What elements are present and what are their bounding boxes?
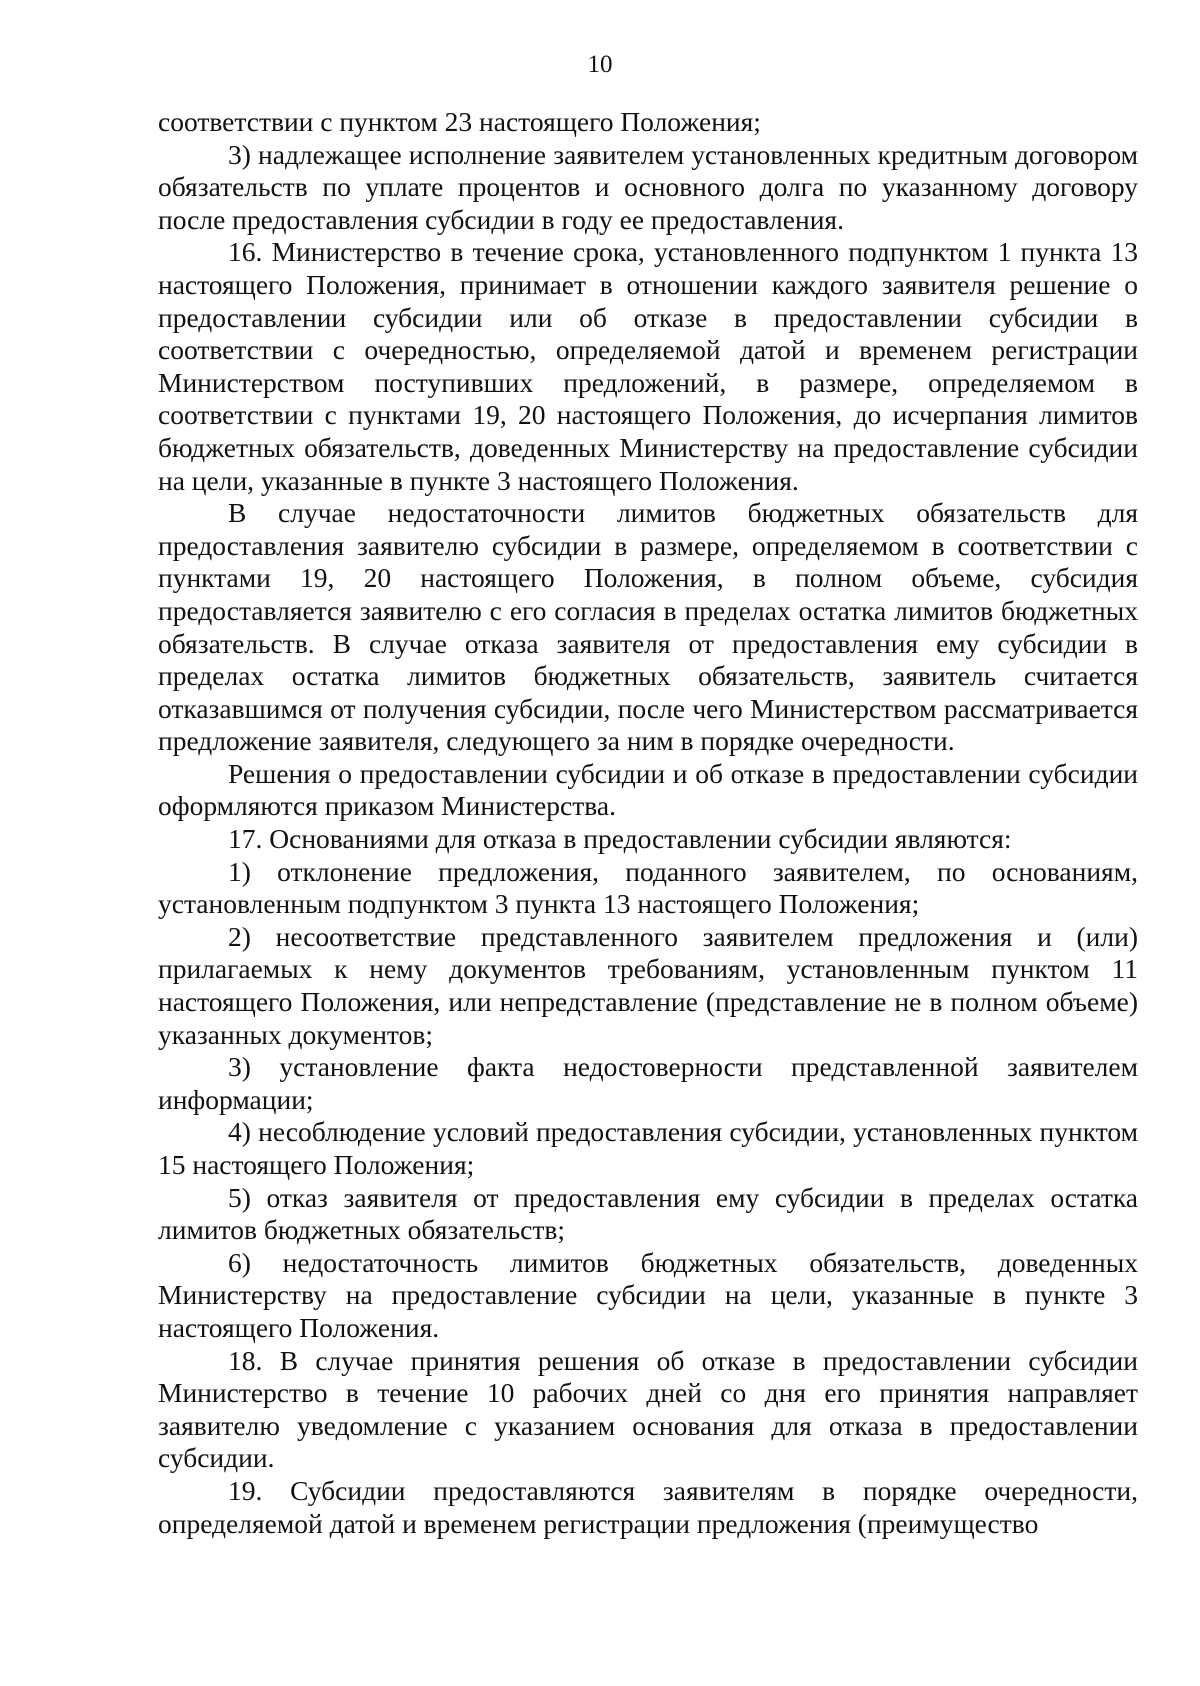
document-body	[158, 106, 1138, 1540]
paragraph-reason-3: 3) установление факта недостоверности представленной заявителем информации;	[158, 1051, 1138, 1115]
paragraph-reason-5: 5) отказ заявителя от предоставления ему субсидии в пределах остатка лимитов бюджетных обязательств;	[158, 1181, 1138, 1246]
paragraph-reason-2: 2) несоответствие представленного заявителем предложения и (или) прилагаемых к нему документов требованиям, установленным пунктом 11 настоящего Положения, или непредставление (представление не в полном объеме) указанных документов;	[158, 920, 1138, 1050]
paragraph-reason-1: 1) отклонение предложения, поданного заявителем, по основаниям, установленным подпунктом 3 пункта 13 настоящего Положения;	[158, 855, 1138, 920]
paragraph-clause-19: 19. Субсидии предоставляются заявителям в порядке очередности, определяемой датой и временем регистрации предложения (преимущество	[158, 1474, 1138, 1539]
page-number: 10	[587, 51, 613, 78]
paragraph-decisions: Решения о предоставлении субсидии и об отказе в предоставлении субсидии оформляются приказом Министерства.	[158, 757, 1138, 822]
paragraph-reason-4: 4) несоблюдение условий предоставления субсидии, установленных пунктом 15 настоящего Положения;	[158, 1116, 1138, 1180]
paragraph-reason-6: 6) недостаточность лимитов бюджетных обязательств, доведенных Министерству на предоставление субсидии на цели, указанные в пункте 3 настоящего Положения.	[158, 1246, 1138, 1343]
paragraph-clause-18: 18. В случае принятия решения об отказе в предоставлении субсидии Министерство в течение 10 рабочих дней со дня его принятия направляет заявителю уведомление с указанием основания для отказа в предоставлении субсидии.	[158, 1344, 1138, 1474]
paragraph-continuation: соответствии с пунктом 23 настоящего Положения;	[158, 106, 761, 137]
paragraph-item-3: 3) надлежащее исполнение заявителем установленных кредитным договором обязательств по уплате процентов и основного долга по указанному договору после предоставления субсидии в году ее предоставления.	[158, 138, 1138, 235]
paragraph-clause-16: 16. Министерство в течение срока, установленного подпунктом 1 пункта 13 настоящего Положения, принимает в отношении каждого заявителя решение о предоставлении субсидии или об отказе в предоставлении субсидии в соответствии с очередностью, определяемой датой и временем регистрации Министерством поступивших предложений, в размере, определяемом в соответствии с пунктами 19, 20 настоящего Положения, до исчерпания лимитов бюджетных обязательств, доведенных Министерству на предоставление субсидии на цели, указанные в пункте 3 настоящего Положения.	[158, 236, 1138, 496]
paragraph-insufficient-limits: В случае недостаточности лимитов бюджетных обязательств для предоставления заявителю субсидии в размере, определяемом в соответствии с пунктами 19, 20 настоящего Положения, в полном объеме, субсидия предоставляется заявителю с его согласия в пределах остатка лимитов бюджетных обязательств. В случае отказа заявителя от предоставления ему субсидии в пределах остатка лимитов бюджетных обязательств, заявитель считается отказавшимся от получения субсидии, после чего Министерством рассматривается предложение заявителя, следующего за ним в порядке очередности.	[158, 497, 1138, 757]
paragraph-clause-17: 17. Основаниями для отказа в предоставлении субсидии являются:	[228, 823, 1012, 855]
